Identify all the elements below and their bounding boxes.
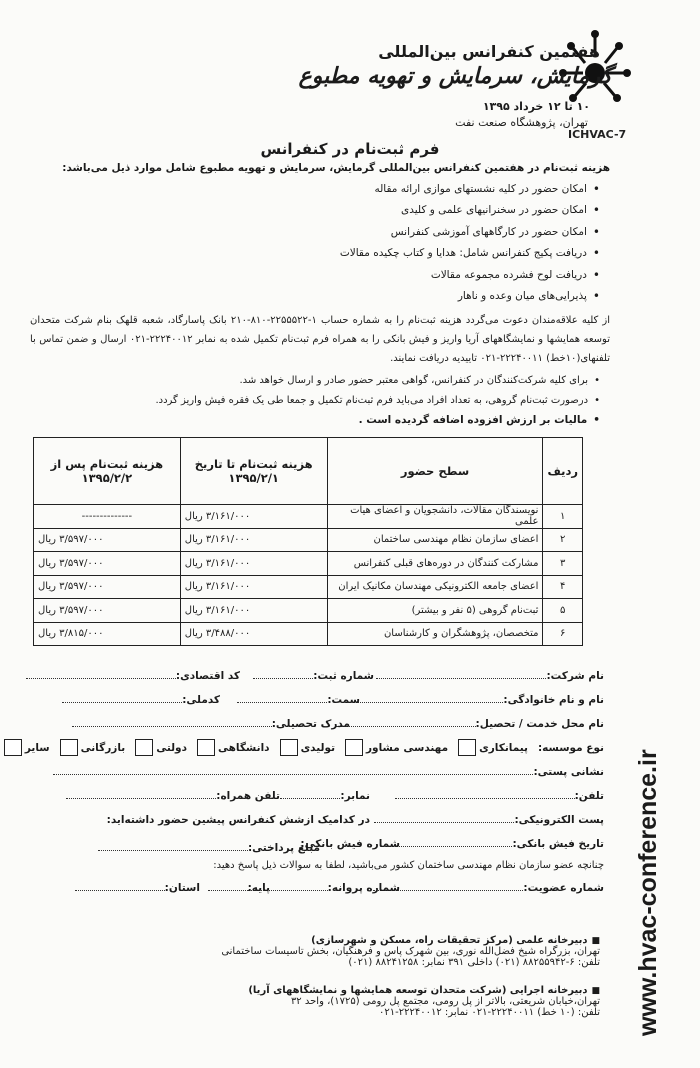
checkbox[interactable] (4, 739, 22, 756)
list-item: • پذیرایی‌های میان وعده و ناهار (60, 286, 600, 308)
list-item: • برای کلیه شرکت‌کنندگان در کنفرانس، گواهی معتبر حضور صادر و ارسال خواهد شد. (40, 370, 600, 390)
row-level: نویسندگان مقالات، دانشجویان و اعضای هیات علمی (327, 505, 543, 529)
payment-paragraph: از کلیه علاقه‌مندان دعوت می‌گردد هزینه ثبت‌نام را به شماره حساب ۱-۲۲۵۵۵۲۲-۸۱۰-۲۱۰ بانک پاسارگاد، شعبه قلهک بنام شرکت متحدان توسعه همایشها و نمایشگاههای آریا واریز و فیش بانکی را به همراه فرم ثبت‌نام تکمیل شده به نمابر ۲۲۲۴۰۰۱۲-۰۲۱ ارسال و ضمن تماس با تلفنهای(۱۰خط) ۲۲۲۴۰۰۱۱-۰۲۱ تاییدیه دریافت نمایند. (30, 315, 610, 364)
table-row (34, 599, 583, 623)
conference-venue: تهران، پژوهشگاه صنعت نفت (455, 116, 588, 129)
conference-dates: ۱۰ تا ۱۲ خرداد ۱۳۹۵ (482, 100, 590, 113)
row-fee-before: ۳/۱۶۱/۰۰۰ ریال (180, 528, 327, 552)
table-row (34, 622, 583, 646)
scientific-secretariat (80, 935, 600, 968)
row-fee-after: ۳/۵۹۷/۰۰۰ ریال (34, 528, 181, 552)
row-level: اعضای جامعه الکترونیکی مهندسان مکانیک ایران (327, 575, 543, 599)
row-fee-before: ۳/۱۶۱/۰۰۰ ریال (180, 505, 327, 529)
checkbox[interactable] (345, 739, 363, 756)
province-field[interactable]: استان: (75, 880, 200, 894)
full-name-field[interactable]: نام و نام خانوادگی: (353, 692, 604, 706)
row-number: ۶ (543, 622, 583, 646)
receipt-date-field[interactable]: تاریخ فیش بانکی: (392, 836, 604, 850)
conference-number: هفتمین کنفرانس بین‌المللی (378, 42, 600, 61)
registration-number-field[interactable]: شماره ثبت: (253, 668, 374, 682)
position-field[interactable]: سمت: (237, 692, 360, 706)
executive-secretariat-phone: تلفن: (۱۰ خط) ۲۲۲۴۰۰۱۱-۰۲۱ نمابر: ۲۲۲۴۰۰۱۲-۰۲۱ (379, 1007, 600, 1018)
benefits-list (60, 178, 600, 307)
checkbox[interactable] (60, 739, 78, 756)
org-option-government[interactable]: دولتی (135, 739, 187, 756)
national-code-field[interactable]: کدملی: (62, 692, 220, 706)
website-text: www.hvac-conference.ir (634, 749, 662, 1036)
notes-list (40, 370, 600, 430)
membership-number-field[interactable]: شماره عضویت: (373, 880, 604, 894)
website-vertical (628, 700, 668, 1040)
conference-title: گرمایش، سرمایش و تهویه مطبوع (298, 64, 612, 89)
list-item: • دریافت لوح فشرده مجموعه مقالات (60, 264, 600, 286)
header-row-number: ردیف (543, 438, 583, 505)
scientific-secretariat-phone: تلفن: ۶-۸۸۲۵۵۹۴۲ (۰۲۱) داخلی ۳۹۱ نمابر: ۸۸۲۴۱۲۵۸ (۰۲۱) (348, 957, 600, 968)
row-number: ۴ (543, 575, 583, 599)
header-fee-after: هزینه ثبت‌نام پس از ۱۳۹۵/۲/۲ (34, 438, 181, 505)
tax-note: • مالیات بر ارزش افزوده اضافه گردیده است . (40, 410, 600, 430)
row-fee-after: ۳/۸۱۵/۰۰۰ ریال (34, 622, 181, 646)
org-option-contracting[interactable]: پیمانکاری (458, 739, 528, 756)
grade-field[interactable]: پایه: (208, 880, 270, 894)
row-fee-after: ۳/۵۹۷/۰۰۰ ریال (34, 575, 181, 599)
org-option-production[interactable]: تولیدی (280, 739, 335, 756)
workplace-field[interactable]: نام محل خدمت / تحصیل: (336, 716, 604, 730)
row-number: ۱ (543, 505, 583, 529)
license-number-field[interactable]: شماره پروانه: (248, 880, 400, 894)
org-type-label: نوع موسسه: (537, 741, 604, 754)
amount-paid-field[interactable]: مبلغ پرداختی: (98, 840, 320, 854)
row-number: ۵ (543, 599, 583, 623)
checkbox[interactable] (280, 739, 298, 756)
row-fee-after: ۳/۵۹۷/۰۰۰ ریال (34, 599, 181, 623)
past-attendance-field[interactable]: در کدامیک ازشش کنفرانس پیشین حضور داشته‌اید: (106, 814, 370, 826)
checkbox[interactable] (135, 739, 153, 756)
list-item: • امکان حضور در سخنرانیهای علمی و کلیدی (60, 200, 600, 222)
row-level: متخصصان، پژوهشگران و کارشناسان (327, 622, 543, 646)
row-level: اعضای سازمان نظام مهندسی ساختمان (327, 528, 543, 552)
row-fee-after: ۳/۵۹۷/۰۰۰ ریال (34, 552, 181, 576)
table-row (34, 505, 583, 529)
executive-secretariat-title: ■ دبیرخانه اجرایی (شرکت متحدان توسعه همایشها و نمایشگاههای آریا) (80, 985, 600, 996)
company-name-field[interactable]: نام شرکت: (376, 668, 604, 682)
org-type-field (4, 739, 604, 756)
scientific-secretariat-title: ■ دبیرخانه علمی (مرکز تحقیقات راه، مسکن و شهرسازی) (80, 935, 600, 946)
row-level: مشارکت کنندگان در دوره‌های قبلی کنفرانس (327, 552, 543, 576)
row-fee-before: ۳/۱۶۱/۰۰۰ ریال (180, 599, 327, 623)
checkbox[interactable] (458, 739, 476, 756)
receipt-number-field[interactable]: شماره فیش بانکی: (300, 838, 400, 850)
phone-field[interactable]: تلفن: (395, 788, 604, 802)
list-item: • امکان حضور در کارگاههای آموزشی کنفرانس (60, 221, 600, 243)
org-option-commercial[interactable]: بازرگانی (60, 739, 126, 756)
header-fee-before: هزینه ثبت‌نام تا تاریخ ۱۳۹۵/۲/۱ (180, 438, 327, 505)
list-item: • دریافت پکیج کنفرانس شامل: هدایا و کتاب چکیده مقالات (60, 243, 600, 265)
org-option-consulting[interactable]: مهندسی مشاور (345, 739, 448, 756)
row-fee-before: ۳/۱۶۱/۰۰۰ ریال (180, 552, 327, 576)
list-item: • امکان حضور در کلیه نشستهای موازی ارائه مقاله (60, 178, 600, 200)
row-fee-before: ۳/۱۶۱/۰۰۰ ریال (180, 575, 327, 599)
row-level: ثبت‌نام گروهی (۵ نفر و بیشتر) (327, 599, 543, 623)
table-row (34, 575, 583, 599)
list-item: • درصورت ثبت‌نام گروهی، به تعداد افراد می‌باید فرم ثبت‌نام تکمیل و جمعا طی یک فقره فیش واریز گردد. (40, 390, 600, 410)
email-field[interactable]: پست الکترونیکی: (374, 812, 604, 826)
fees-table (33, 437, 583, 646)
checkbox[interactable] (197, 739, 215, 756)
table-row (34, 528, 583, 552)
degree-field[interactable]: مدرک تحصیلی: (72, 716, 350, 730)
org-option-other[interactable]: سایر (4, 739, 50, 756)
row-fee-after: -------------- (34, 505, 181, 529)
row-number: ۳ (543, 552, 583, 576)
membership-note: چنانچه عضو سازمان نظام مهندسی ساختمان کشور می‌باشید، لطفا به سوالات ذیل پاسخ دهید: (213, 860, 604, 871)
form-title: فرم ثبت‌نام در کنفرانس (260, 140, 440, 158)
intro-text: هزینه ثبت‌نام در هفتمین کنفرانس بین‌المللی گرمایش، سرمایش و تهویه مطبوع شامل موارد ذیل می‌باشد: (62, 162, 610, 174)
economic-code-field[interactable]: کد اقتصادی: (26, 668, 240, 682)
logo-label: ICHVAC-7 (568, 128, 627, 141)
header-level: سطح حضور (327, 438, 543, 505)
fax-field[interactable]: نمابر: (280, 788, 370, 802)
executive-secretariat-address: تهران،خیابان شریعتی، بالاتر از پل رومی، مجتمع پل رومی (۱۷۲۵)، واحد ۳۲ (290, 996, 600, 1007)
mobile-field[interactable]: تلفن همراه: (66, 788, 280, 802)
org-option-academic[interactable]: دانشگاهی (197, 739, 270, 756)
table-row (34, 552, 583, 576)
executive-secretariat (80, 985, 600, 1018)
table-header-row (34, 438, 583, 505)
row-number: ۲ (543, 528, 583, 552)
row-fee-before: ۳/۴۸۸/۰۰۰ ریال (180, 622, 327, 646)
postal-address-field[interactable]: نشانی پستی: (53, 764, 604, 778)
scientific-secretariat-address: تهران، بزرگراه شیخ فضل‌الله نوری، بین شهرک پاس و فرهنگیان، بخش تاسیسات ساختمانی (221, 946, 600, 957)
